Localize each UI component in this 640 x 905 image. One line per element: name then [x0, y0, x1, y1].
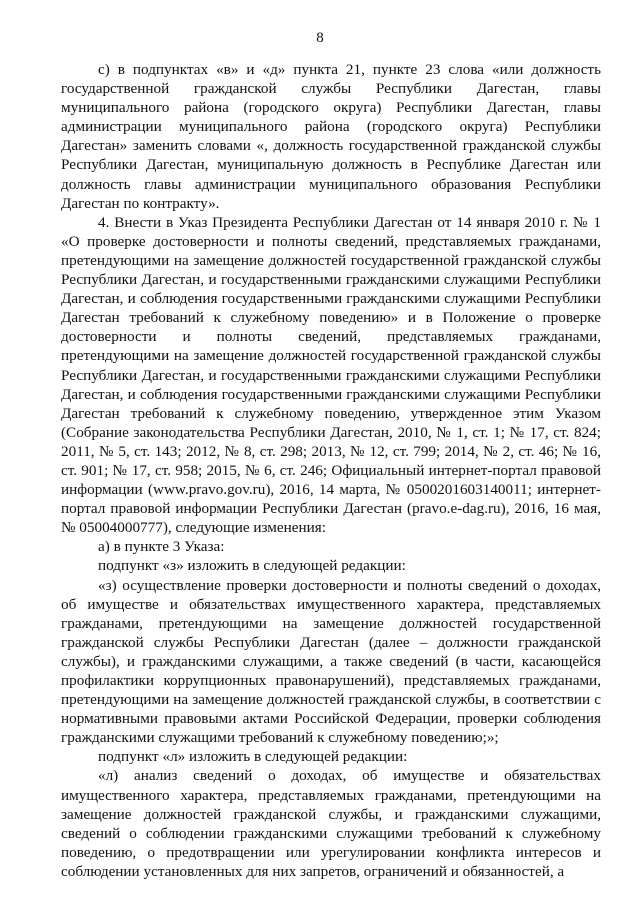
paragraph-subpoint-c: с) в подпунктах «в» и «д» пункта 21, пункте 23 слова «или должность государственной гражданской службы Республики Дагестан, главы муниципального района (городского округа) Республики Дагестан, главы администрации муниципального района (городского округа) Республики Дагестан» заменить словами «, должность государственной гражданской службы Республики Дагестан, муниципальную должность в Республике Дагестан или должность главы администрации муниципального образования Республики Дагестан по контракту». [61, 61, 601, 212]
page-number: 8 [316, 30, 324, 46]
paragraph-subpoint-z-heading: подпункт «з» изложить в следующей редакции: [98, 557, 406, 575]
paragraph-subpoint-a: а) в пункте 3 Указа: [98, 538, 225, 556]
paragraph-item-4: 4. Внести в Указ Президента Республики Дагестан от 14 января 2010 г. № 1 «О проверке достоверности и полноты сведений, представляемых гражданами, претендующими на замещение должностей государственной гражданской службы Республики Дагестан, и государственными гражданскими служащими Республики Дагестан, и соблюдения государственными гражданскими служащими Республики Дагестан требований к служебному поведению» и в Положение о проверке достоверности и полноты сведений, представляемых гражданами, претендующими на замещение должностей государственной гражданской службы Республики Дагестан, и государственными гражданскими служащими Республики Дагестан, и соблюдения государственными гражданскими служащими Республики Дагестан требований к служебному поведению, утвержденное этим Указом (Собрание законодательства Республики Дагестан, 2010, № 1, ст. 1; № 17, ст. 824; 2011, № 5, ст. 143; 2012, № 8, ст. 298; 2013, № 12, ст. 799; 2014, № 2, ст. 46; № 16, ст. 901; № 17, ст. 958; 2015, № 6, ст. 246; Официальный интернет-портал правовой информации (www.pravo.gov.ru), 2016, 14 марта, № 0500201603140011; интернет-портал правовой информации Республики Дагестан (pravo.e-dag.ru), 2016, 16 мая, № 05004000777), следующие изменения: [61, 213, 601, 537]
paragraph-subpoint-l-text: «л) анализ сведений о доходах, об имуществе и обязательствах имущественного характера, представляемых гражданами, претендующими на замещение должностей гражданской службы, и гражданскими служащими, сведений о соблюдении гражданскими служащими требований к служебному поведению, о предотвращении или урегулировании конфликта интересов и соблюдении установленных для них запретов, ограничений и обязанностей, а [61, 767, 601, 880]
paragraph-subpoint-l-heading: подпункт «л» изложить в следующей редакции: [98, 748, 408, 766]
document-body [61, 60, 601, 881]
paragraph-subpoint-z-text: «з) осуществление проверки достоверности и полноты сведений о доходах, об имуществе и обязательствах имущественного характера, представляемых гражданами, претендующими на замещение должностей государственной гражданской службы Республики Дагестан (далее – должности гражданской службы), и гражданскими служащими, а также сведений (в части, касающейся профилактики коррупционных правонарушений), представляемых гражданами, претендующими на замещение должностей гражданской службы, в соответствии с нормативными правовыми актами Российской Федерации, проверки соблюдения гражданскими служащими требований к служебному поведению;»; [61, 576, 601, 747]
